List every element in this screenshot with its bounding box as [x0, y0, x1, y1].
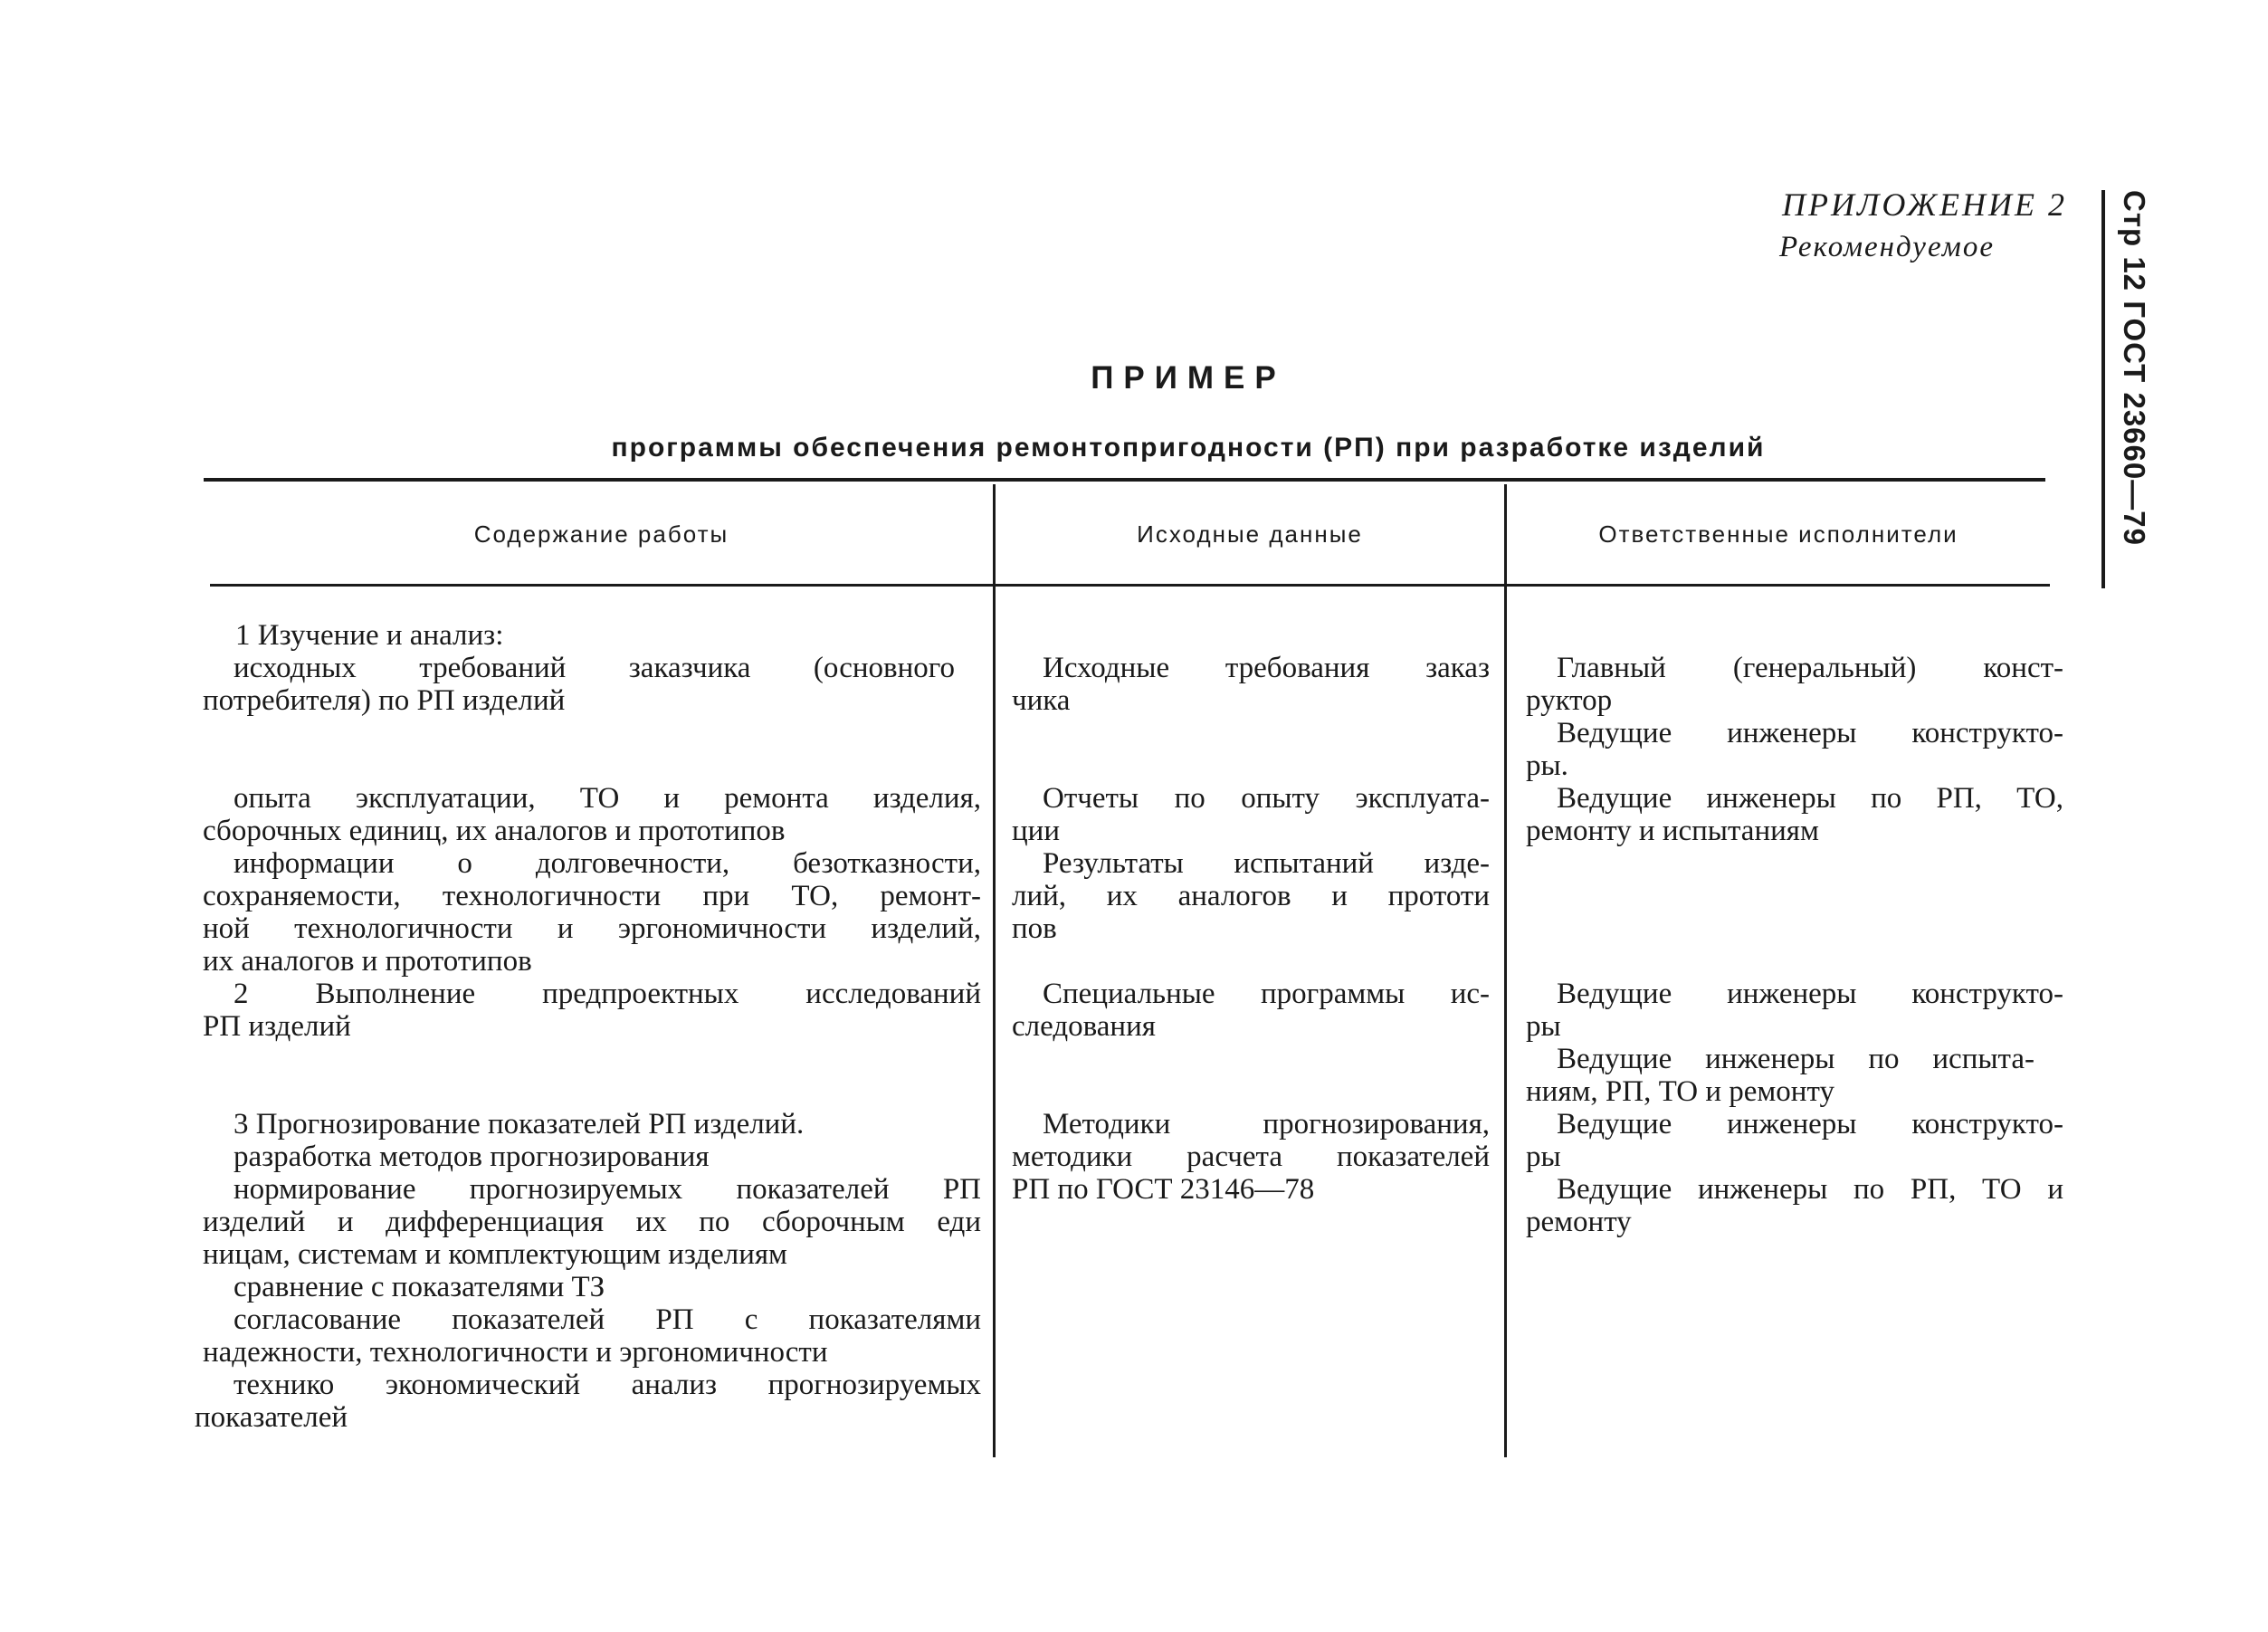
work-line: сравнение с показателями ТЗ — [233, 1271, 605, 1303]
work-line: 1 Изучение и анализ: — [235, 619, 504, 652]
responsible-line: ры — [1526, 1140, 1561, 1173]
input-data-line: следования — [1012, 1010, 1156, 1043]
document-subtitle: программы обеспечения ремонтопригодности (РП) при разработке изделий — [611, 433, 1766, 463]
work-line: разработка методов прогнозирования — [233, 1140, 710, 1173]
responsible-line: Ведущие инженеры конструкто- — [1557, 1108, 2063, 1140]
table-column-divider-1 — [993, 484, 996, 1457]
input-data-line: РП по ГОСТ 23146—78 — [1012, 1173, 1315, 1206]
input-data-line: Специальные программы ис- — [1043, 978, 1490, 1010]
responsible-line: Ведущие инженеры конструкто- — [1557, 978, 2063, 1010]
work-line: 2 Выполнение предпроектных исследований — [233, 978, 981, 1010]
responsible-line: ры — [1526, 1010, 1561, 1043]
input-data-line: лий, их аналогов и прототи — [1012, 880, 1490, 912]
work-line: технико экономический анализ прогнозируемых — [233, 1369, 981, 1401]
column-header-input-data: Исходные данные — [1137, 520, 1363, 548]
input-data-line: методики расчета показателей — [1012, 1140, 1490, 1173]
input-data-line: чика — [1012, 684, 1071, 717]
responsible-line: Ведущие инженеры по испыта- — [1557, 1043, 2035, 1075]
column-header-responsible: Ответственные исполнители — [1598, 520, 1958, 548]
responsible-line: ниям, РП, ТО и ремонту — [1526, 1075, 1834, 1108]
appendix-title: ПРИЛОЖЕНИЕ 2 — [1782, 186, 2067, 223]
input-data-line: Результаты испытаний изде- — [1043, 847, 1490, 880]
work-line: сохраняемости, технологичности при ТО, ремонт- — [203, 880, 981, 912]
appendix-heading — [1779, 186, 2067, 264]
side-header-text: Стр 12 ГОСТ 23660—79 — [2118, 190, 2151, 546]
responsible-line: Главный (генеральный) конст- — [1557, 652, 2063, 684]
input-data-line: ции — [1012, 815, 1060, 847]
work-line: опыта эксплуатации, ТО и ремонта изделия, — [233, 782, 981, 815]
document-title: ПРИМЕР — [1091, 360, 1286, 396]
input-data-line: Исходные требования заказ — [1043, 652, 1490, 684]
table-header-rule — [210, 584, 2050, 587]
work-line: согласование показателей РП с показателями — [233, 1303, 981, 1336]
work-line: ницам, системам и комплектующим изделиям — [203, 1238, 787, 1271]
work-line: показателей — [195, 1401, 348, 1434]
responsible-line: ремонту — [1526, 1206, 1632, 1238]
work-line: РП изделий — [203, 1010, 351, 1043]
table-column-divider-2 — [1504, 484, 1507, 1457]
work-line: изделий и дифференциация их по сборочным еди — [203, 1206, 981, 1238]
work-line: потребителя) по РП изделий — [203, 684, 566, 717]
work-line: 3 Прогнозирование показателей РП изделий. — [233, 1108, 805, 1140]
work-line: надежности, технологичности и эргономичности — [203, 1336, 828, 1369]
work-line: нормирование прогнозируемых показателей РП — [233, 1173, 981, 1206]
responsible-line: руктор — [1526, 684, 1613, 717]
responsible-line: ремонту и испытаниям — [1526, 815, 1819, 847]
work-line: ной технологичности и эргономичности изделий, — [203, 912, 981, 945]
work-line: их аналогов и прототипов — [203, 945, 532, 978]
responsible-line: ры. — [1526, 749, 1568, 782]
input-data-line: Методики прогнозирования, — [1043, 1108, 1490, 1140]
input-data-line: Отчеты по опыту эксплуата- — [1043, 782, 1490, 815]
column-header-work: Содержание работы — [473, 520, 729, 548]
input-data-line: пов — [1012, 912, 1057, 945]
work-line: информации о долговечности, безотказности, — [233, 847, 981, 880]
responsible-line: Ведущие инженеры конструкто- — [1557, 717, 2063, 749]
table-top-rule — [204, 478, 2045, 482]
responsible-line: Ведущие инженеры по РП, ТО, — [1557, 782, 2063, 815]
work-line: сборочных единиц, их аналогов и прототипов — [203, 815, 786, 847]
appendix-subtitle: Рекомендуемое — [1778, 231, 1995, 263]
work-line: исходных требований заказчика (основного — [233, 652, 955, 684]
responsible-line: Ведущие инженеры по РП, ТО и — [1557, 1173, 2063, 1206]
